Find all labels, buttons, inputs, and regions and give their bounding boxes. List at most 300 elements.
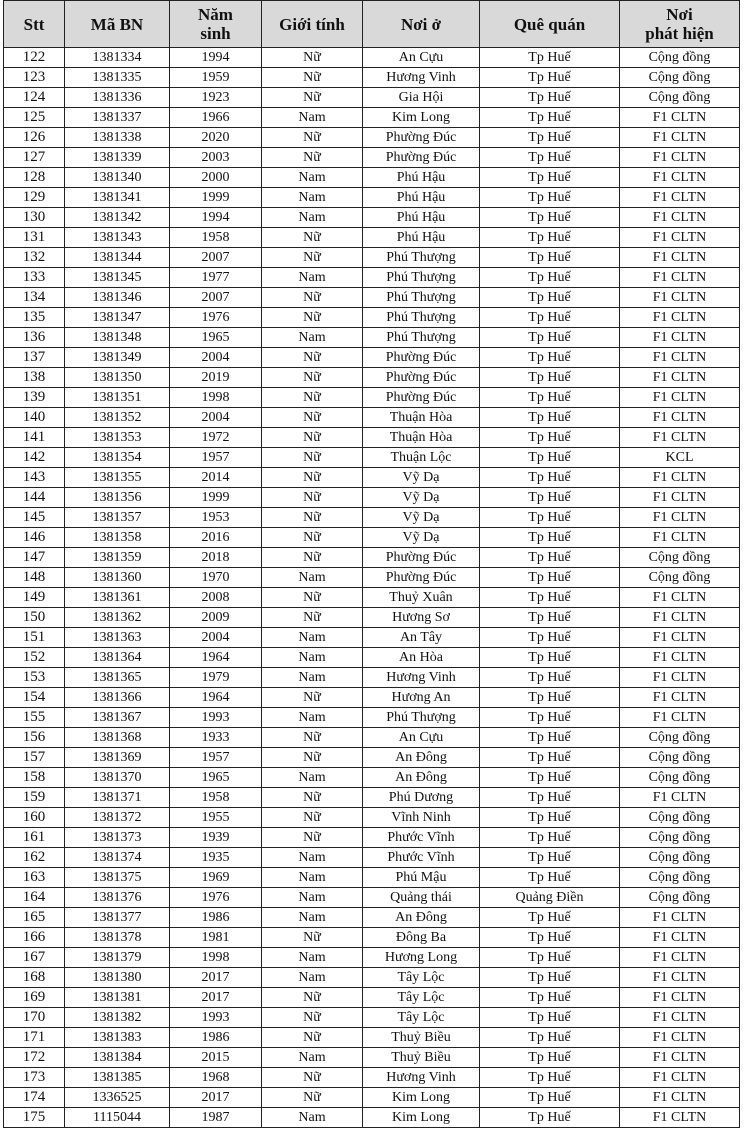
- cell-patient-id: 1381371: [65, 788, 170, 808]
- cell-birth-year: 1999: [170, 188, 262, 208]
- cell-gender: Nữ: [262, 1088, 363, 1108]
- cell-residence: Phú Thượng: [363, 328, 480, 348]
- cell-birth-year: 1977: [170, 268, 262, 288]
- cell-residence: Vỹ Dạ: [363, 528, 480, 548]
- cell-hometown: Tp Huế: [480, 928, 620, 948]
- cell-stt: 122: [4, 48, 65, 68]
- header-birth-year: [170, 1, 262, 48]
- cell-birth-year: 1999: [170, 488, 262, 508]
- cell-detection-place: F1 CLTN: [620, 248, 740, 268]
- cell-stt: 161: [4, 828, 65, 848]
- cell-stt: 148: [4, 568, 65, 588]
- cell-stt: 157: [4, 748, 65, 768]
- patient-table: [3, 0, 740, 1128]
- cell-gender: Nam: [262, 1048, 363, 1068]
- cell-detection-place: Cộng đồng: [620, 548, 740, 568]
- cell-residence: Phú Thượng: [363, 248, 480, 268]
- cell-residence: Tây Lộc: [363, 988, 480, 1008]
- cell-patient-id: 1381384: [65, 1048, 170, 1068]
- cell-hometown: Tp Huế: [480, 608, 620, 628]
- cell-hometown: Tp Huế: [480, 448, 620, 468]
- cell-hometown: Tp Huế: [480, 568, 620, 588]
- cell-stt: 168: [4, 968, 65, 988]
- cell-stt: 170: [4, 1008, 65, 1028]
- cell-patient-id: 1381346: [65, 288, 170, 308]
- cell-birth-year: 2007: [170, 288, 262, 308]
- cell-detection-place: Cộng đồng: [620, 568, 740, 588]
- cell-detection-place: F1 CLTN: [620, 1008, 740, 1028]
- table-row: [4, 768, 740, 788]
- cell-detection-place: F1 CLTN: [620, 1088, 740, 1108]
- cell-residence: Phú Hậu: [363, 168, 480, 188]
- cell-hometown: Tp Huế: [480, 628, 620, 648]
- cell-hometown: Tp Huế: [480, 68, 620, 88]
- cell-stt: 172: [4, 1048, 65, 1068]
- cell-birth-year: 1959: [170, 68, 262, 88]
- cell-gender: Nữ: [262, 308, 363, 328]
- cell-gender: Nam: [262, 628, 363, 648]
- cell-detection-place: F1 CLTN: [620, 948, 740, 968]
- cell-patient-id: 1336525: [65, 1088, 170, 1108]
- table-row: [4, 48, 740, 68]
- cell-patient-id: 1381344: [65, 248, 170, 268]
- cell-stt: 135: [4, 308, 65, 328]
- cell-birth-year: 1972: [170, 428, 262, 448]
- cell-gender: Nữ: [262, 728, 363, 748]
- cell-gender: Nam: [262, 708, 363, 728]
- cell-birth-year: 1935: [170, 848, 262, 868]
- header-detection-place-label: Nơi phát hiện: [645, 5, 714, 43]
- cell-stt: 160: [4, 808, 65, 828]
- cell-hometown: Tp Huế: [480, 728, 620, 748]
- cell-gender: Nữ: [262, 228, 363, 248]
- cell-gender: Nam: [262, 568, 363, 588]
- table-row: [4, 868, 740, 888]
- cell-gender: Nữ: [262, 468, 363, 488]
- cell-patient-id: 1381368: [65, 728, 170, 748]
- cell-gender: Nữ: [262, 88, 363, 108]
- cell-detection-place: F1 CLTN: [620, 708, 740, 728]
- cell-gender: Nữ: [262, 128, 363, 148]
- cell-residence: Phú Thượng: [363, 308, 480, 328]
- table-row: [4, 688, 740, 708]
- cell-stt: 156: [4, 728, 65, 748]
- cell-hometown: Tp Huế: [480, 48, 620, 68]
- cell-birth-year: 1965: [170, 328, 262, 348]
- cell-stt: 152: [4, 648, 65, 668]
- cell-gender: Nữ: [262, 928, 363, 948]
- table-body: [4, 48, 740, 1128]
- cell-stt: 129: [4, 188, 65, 208]
- cell-birth-year: 2000: [170, 168, 262, 188]
- cell-birth-year: 1966: [170, 108, 262, 128]
- cell-stt: 153: [4, 668, 65, 688]
- cell-stt: 128: [4, 168, 65, 188]
- cell-residence: Đông Ba: [363, 928, 480, 948]
- cell-gender: Nữ: [262, 1068, 363, 1088]
- table-row: [4, 368, 740, 388]
- cell-hometown: Tp Huế: [480, 948, 620, 968]
- table-row: [4, 148, 740, 168]
- cell-detection-place: F1 CLTN: [620, 968, 740, 988]
- cell-residence: An Đông: [363, 768, 480, 788]
- cell-stt: 131: [4, 228, 65, 248]
- cell-patient-id: 1381356: [65, 488, 170, 508]
- cell-residence: Phú Thượng: [363, 268, 480, 288]
- cell-residence: Phú Hậu: [363, 208, 480, 228]
- table-row: [4, 328, 740, 348]
- cell-stt: 138: [4, 368, 65, 388]
- cell-gender: Nam: [262, 168, 363, 188]
- cell-gender: Nam: [262, 768, 363, 788]
- cell-hometown: Tp Huế: [480, 108, 620, 128]
- table-row: [4, 548, 740, 568]
- table-row: [4, 948, 740, 968]
- cell-stt: 145: [4, 508, 65, 528]
- cell-detection-place: F1 CLTN: [620, 688, 740, 708]
- cell-patient-id: 1381366: [65, 688, 170, 708]
- cell-gender: Nam: [262, 268, 363, 288]
- cell-stt: 123: [4, 68, 65, 88]
- cell-birth-year: 1986: [170, 908, 262, 928]
- cell-birth-year: 2015: [170, 1048, 262, 1068]
- cell-stt: 124: [4, 88, 65, 108]
- cell-gender: Nữ: [262, 828, 363, 848]
- cell-gender: Nam: [262, 968, 363, 988]
- cell-patient-id: 1381355: [65, 468, 170, 488]
- cell-detection-place: Cộng đồng: [620, 868, 740, 888]
- cell-hometown: Tp Huế: [480, 1048, 620, 1068]
- cell-detection-place: Cộng đồng: [620, 48, 740, 68]
- cell-detection-place: F1 CLTN: [620, 988, 740, 1008]
- cell-residence: Hương Vinh: [363, 68, 480, 88]
- cell-hometown: Tp Huế: [480, 308, 620, 328]
- cell-patient-id: 1381343: [65, 228, 170, 248]
- cell-birth-year: 1957: [170, 448, 262, 468]
- table-row: [4, 108, 740, 128]
- cell-hometown: Tp Huế: [480, 268, 620, 288]
- cell-stt: 173: [4, 1068, 65, 1088]
- cell-detection-place: F1 CLTN: [620, 388, 740, 408]
- table-row: [4, 488, 740, 508]
- cell-patient-id: 1381373: [65, 828, 170, 848]
- cell-detection-place: F1 CLTN: [620, 168, 740, 188]
- cell-hometown: Tp Huế: [480, 88, 620, 108]
- header-patient-id: Mã BN: [65, 1, 170, 48]
- cell-birth-year: 1994: [170, 208, 262, 228]
- cell-stt: 136: [4, 328, 65, 348]
- cell-hometown: Tp Huế: [480, 348, 620, 368]
- cell-birth-year: 1976: [170, 888, 262, 908]
- cell-gender: Nữ: [262, 528, 363, 548]
- cell-residence: An Hòa: [363, 648, 480, 668]
- cell-residence: An Cựu: [363, 48, 480, 68]
- table-row: [4, 828, 740, 848]
- cell-stt: 158: [4, 768, 65, 788]
- table-row: [4, 408, 740, 428]
- cell-stt: 174: [4, 1088, 65, 1108]
- cell-hometown: Tp Huế: [480, 128, 620, 148]
- cell-stt: 140: [4, 408, 65, 428]
- cell-residence: Hương An: [363, 688, 480, 708]
- cell-detection-place: F1 CLTN: [620, 788, 740, 808]
- cell-detection-place: F1 CLTN: [620, 468, 740, 488]
- cell-birth-year: 1965: [170, 768, 262, 788]
- cell-patient-id: 1381381: [65, 988, 170, 1008]
- cell-detection-place: F1 CLTN: [620, 408, 740, 428]
- cell-patient-id: 1381363: [65, 628, 170, 648]
- cell-residence: Phú Thượng: [363, 288, 480, 308]
- cell-birth-year: 1998: [170, 948, 262, 968]
- header-hometown: Quê quán: [480, 1, 620, 48]
- cell-residence: Quảng thái: [363, 888, 480, 908]
- cell-stt: 130: [4, 208, 65, 228]
- cell-stt: 127: [4, 148, 65, 168]
- cell-patient-id: 1381338: [65, 128, 170, 148]
- table-row: [4, 1088, 740, 1108]
- cell-birth-year: 2004: [170, 348, 262, 368]
- cell-stt: 159: [4, 788, 65, 808]
- cell-residence: Thuận Lộc: [363, 448, 480, 468]
- cell-birth-year: 2018: [170, 548, 262, 568]
- cell-stt: 162: [4, 848, 65, 868]
- cell-patient-id: 1381341: [65, 188, 170, 208]
- header-detection-place: [620, 1, 740, 48]
- cell-hometown: Tp Huế: [480, 908, 620, 928]
- cell-residence: Phường Đúc: [363, 548, 480, 568]
- cell-gender: Nam: [262, 868, 363, 888]
- cell-gender: Nam: [262, 648, 363, 668]
- cell-hometown: Tp Huế: [480, 528, 620, 548]
- cell-detection-place: F1 CLTN: [620, 608, 740, 628]
- cell-hometown: Tp Huế: [480, 1088, 620, 1108]
- cell-patient-id: 1381339: [65, 148, 170, 168]
- cell-gender: Nữ: [262, 68, 363, 88]
- cell-detection-place: F1 CLTN: [620, 148, 740, 168]
- cell-hometown: Tp Huế: [480, 368, 620, 388]
- cell-stt: 139: [4, 388, 65, 408]
- cell-hometown: Tp Huế: [480, 968, 620, 988]
- cell-stt: 175: [4, 1108, 65, 1128]
- cell-residence: Vỹ Dạ: [363, 488, 480, 508]
- cell-residence: Thuận Hòa: [363, 428, 480, 448]
- cell-detection-place: F1 CLTN: [620, 428, 740, 448]
- cell-gender: Nam: [262, 948, 363, 968]
- cell-residence: Thuỷ Biều: [363, 1028, 480, 1048]
- table-row: [4, 268, 740, 288]
- cell-patient-id: 1381347: [65, 308, 170, 328]
- cell-gender: Nam: [262, 108, 363, 128]
- cell-hometown: Tp Huế: [480, 1108, 620, 1128]
- cell-hometown: Tp Huế: [480, 168, 620, 188]
- cell-detection-place: F1 CLTN: [620, 628, 740, 648]
- table-row: [4, 668, 740, 688]
- cell-patient-id: 1381348: [65, 328, 170, 348]
- cell-residence: Hương Sơ: [363, 608, 480, 628]
- cell-stt: 150: [4, 608, 65, 628]
- cell-birth-year: 1981: [170, 928, 262, 948]
- cell-detection-place: F1 CLTN: [620, 348, 740, 368]
- cell-hometown: Tp Huế: [480, 648, 620, 668]
- cell-hometown: Tp Huế: [480, 848, 620, 868]
- cell-birth-year: 1986: [170, 1028, 262, 1048]
- cell-residence: Vỹ Dạ: [363, 508, 480, 528]
- cell-residence: Tây Lộc: [363, 968, 480, 988]
- cell-birth-year: 1968: [170, 1068, 262, 1088]
- cell-hometown: Tp Huế: [480, 548, 620, 568]
- table-row: [4, 228, 740, 248]
- cell-birth-year: 1987: [170, 1108, 262, 1128]
- table-row: [4, 1008, 740, 1028]
- cell-detection-place: Cộng đồng: [620, 828, 740, 848]
- cell-patient-id: 1381376: [65, 888, 170, 908]
- cell-detection-place: F1 CLTN: [620, 1108, 740, 1128]
- header-residence: Nơi ở: [363, 1, 480, 48]
- cell-gender: Nữ: [262, 1028, 363, 1048]
- cell-detection-place: Cộng đồng: [620, 848, 740, 868]
- table-row: [4, 908, 740, 928]
- cell-residence: Phường Đúc: [363, 128, 480, 148]
- table-row: [4, 348, 740, 368]
- cell-patient-id: 1381360: [65, 568, 170, 588]
- table-row: [4, 1068, 740, 1088]
- cell-residence: An Đông: [363, 908, 480, 928]
- cell-patient-id: 1381379: [65, 948, 170, 968]
- cell-detection-place: F1 CLTN: [620, 108, 740, 128]
- cell-hometown: Tp Huế: [480, 788, 620, 808]
- cell-hometown: Tp Huế: [480, 1028, 620, 1048]
- cell-residence: Thuỷ Biều: [363, 1048, 480, 1068]
- cell-residence: Vỹ Dạ: [363, 468, 480, 488]
- table-row: [4, 428, 740, 448]
- cell-hometown: Tp Huế: [480, 988, 620, 1008]
- cell-patient-id: 1381345: [65, 268, 170, 288]
- table-row: [4, 708, 740, 728]
- table-row: [4, 848, 740, 868]
- cell-patient-id: 1381378: [65, 928, 170, 948]
- cell-patient-id: 1381367: [65, 708, 170, 728]
- cell-stt: 125: [4, 108, 65, 128]
- cell-residence: Thuận Hòa: [363, 408, 480, 428]
- cell-stt: 133: [4, 268, 65, 288]
- cell-gender: Nam: [262, 208, 363, 228]
- cell-detection-place: F1 CLTN: [620, 188, 740, 208]
- cell-birth-year: 2017: [170, 1088, 262, 1108]
- cell-hometown: Tp Huế: [480, 288, 620, 308]
- table-row: [4, 1048, 740, 1068]
- cell-patient-id: 1381364: [65, 648, 170, 668]
- cell-patient-id: 1115044: [65, 1108, 170, 1128]
- cell-hometown: Tp Huế: [480, 768, 620, 788]
- cell-detection-place: F1 CLTN: [620, 588, 740, 608]
- cell-residence: Phường Đúc: [363, 368, 480, 388]
- cell-gender: Nữ: [262, 608, 363, 628]
- cell-patient-id: 1381362: [65, 608, 170, 628]
- cell-residence: Phú Mậu: [363, 868, 480, 888]
- cell-patient-id: 1381382: [65, 1008, 170, 1028]
- cell-gender: Nam: [262, 1108, 363, 1128]
- table-row: [4, 528, 740, 548]
- cell-birth-year: 1994: [170, 48, 262, 68]
- cell-residence: Kim Long: [363, 1088, 480, 1108]
- cell-birth-year: 2008: [170, 588, 262, 608]
- cell-patient-id: 1381380: [65, 968, 170, 988]
- header-birth-year-label: Năm sinh: [198, 5, 233, 43]
- cell-gender: Nam: [262, 888, 363, 908]
- cell-residence: Phú Hậu: [363, 188, 480, 208]
- cell-gender: Nam: [262, 908, 363, 928]
- cell-stt: 141: [4, 428, 65, 448]
- cell-hometown: Tp Huế: [480, 868, 620, 888]
- table-row: [4, 188, 740, 208]
- cell-gender: Nam: [262, 188, 363, 208]
- cell-patient-id: 1381359: [65, 548, 170, 568]
- cell-patient-id: 1381374: [65, 848, 170, 868]
- cell-patient-id: 1381375: [65, 868, 170, 888]
- table-row: [4, 388, 740, 408]
- cell-stt: 147: [4, 548, 65, 568]
- cell-birth-year: 1979: [170, 668, 262, 688]
- cell-residence: Thuỷ Xuân: [363, 588, 480, 608]
- cell-gender: Nữ: [262, 488, 363, 508]
- cell-hometown: Tp Huế: [480, 488, 620, 508]
- cell-patient-id: 1381340: [65, 168, 170, 188]
- cell-stt: 169: [4, 988, 65, 1008]
- cell-detection-place: F1 CLTN: [620, 908, 740, 928]
- cell-patient-id: 1381350: [65, 368, 170, 388]
- table-row: [4, 288, 740, 308]
- cell-gender: Nữ: [262, 1008, 363, 1028]
- cell-patient-id: 1381354: [65, 448, 170, 468]
- cell-hometown: Tp Huế: [480, 688, 620, 708]
- cell-hometown: Tp Huế: [480, 468, 620, 488]
- cell-hometown: Tp Huế: [480, 208, 620, 228]
- cell-gender: Nữ: [262, 288, 363, 308]
- cell-hometown: Tp Huế: [480, 428, 620, 448]
- cell-birth-year: 1953: [170, 508, 262, 528]
- cell-stt: 163: [4, 868, 65, 888]
- table-row: [4, 748, 740, 768]
- cell-birth-year: 2004: [170, 408, 262, 428]
- cell-detection-place: Cộng đồng: [620, 768, 740, 788]
- cell-hometown: Quảng Điền: [480, 888, 620, 908]
- cell-patient-id: 1381372: [65, 808, 170, 828]
- cell-detection-place: F1 CLTN: [620, 1068, 740, 1088]
- cell-detection-place: F1 CLTN: [620, 328, 740, 348]
- table-row: [4, 988, 740, 1008]
- cell-residence: An Cựu: [363, 728, 480, 748]
- cell-detection-place: F1 CLTN: [620, 368, 740, 388]
- cell-residence: Vĩnh Ninh: [363, 808, 480, 828]
- cell-detection-place: F1 CLTN: [620, 528, 740, 548]
- cell-stt: 155: [4, 708, 65, 728]
- cell-birth-year: 1964: [170, 688, 262, 708]
- cell-gender: Nữ: [262, 748, 363, 768]
- cell-gender: Nữ: [262, 348, 363, 368]
- cell-residence: Hương Vinh: [363, 1068, 480, 1088]
- cell-birth-year: 2007: [170, 248, 262, 268]
- cell-gender: Nữ: [262, 448, 363, 468]
- cell-hometown: Tp Huế: [480, 708, 620, 728]
- cell-residence: Phước Vĩnh: [363, 848, 480, 868]
- cell-detection-place: F1 CLTN: [620, 288, 740, 308]
- cell-detection-place: Cộng đồng: [620, 728, 740, 748]
- cell-birth-year: 1955: [170, 808, 262, 828]
- table-row: [4, 248, 740, 268]
- cell-birth-year: 2019: [170, 368, 262, 388]
- cell-patient-id: 1381358: [65, 528, 170, 548]
- table-row: [4, 968, 740, 988]
